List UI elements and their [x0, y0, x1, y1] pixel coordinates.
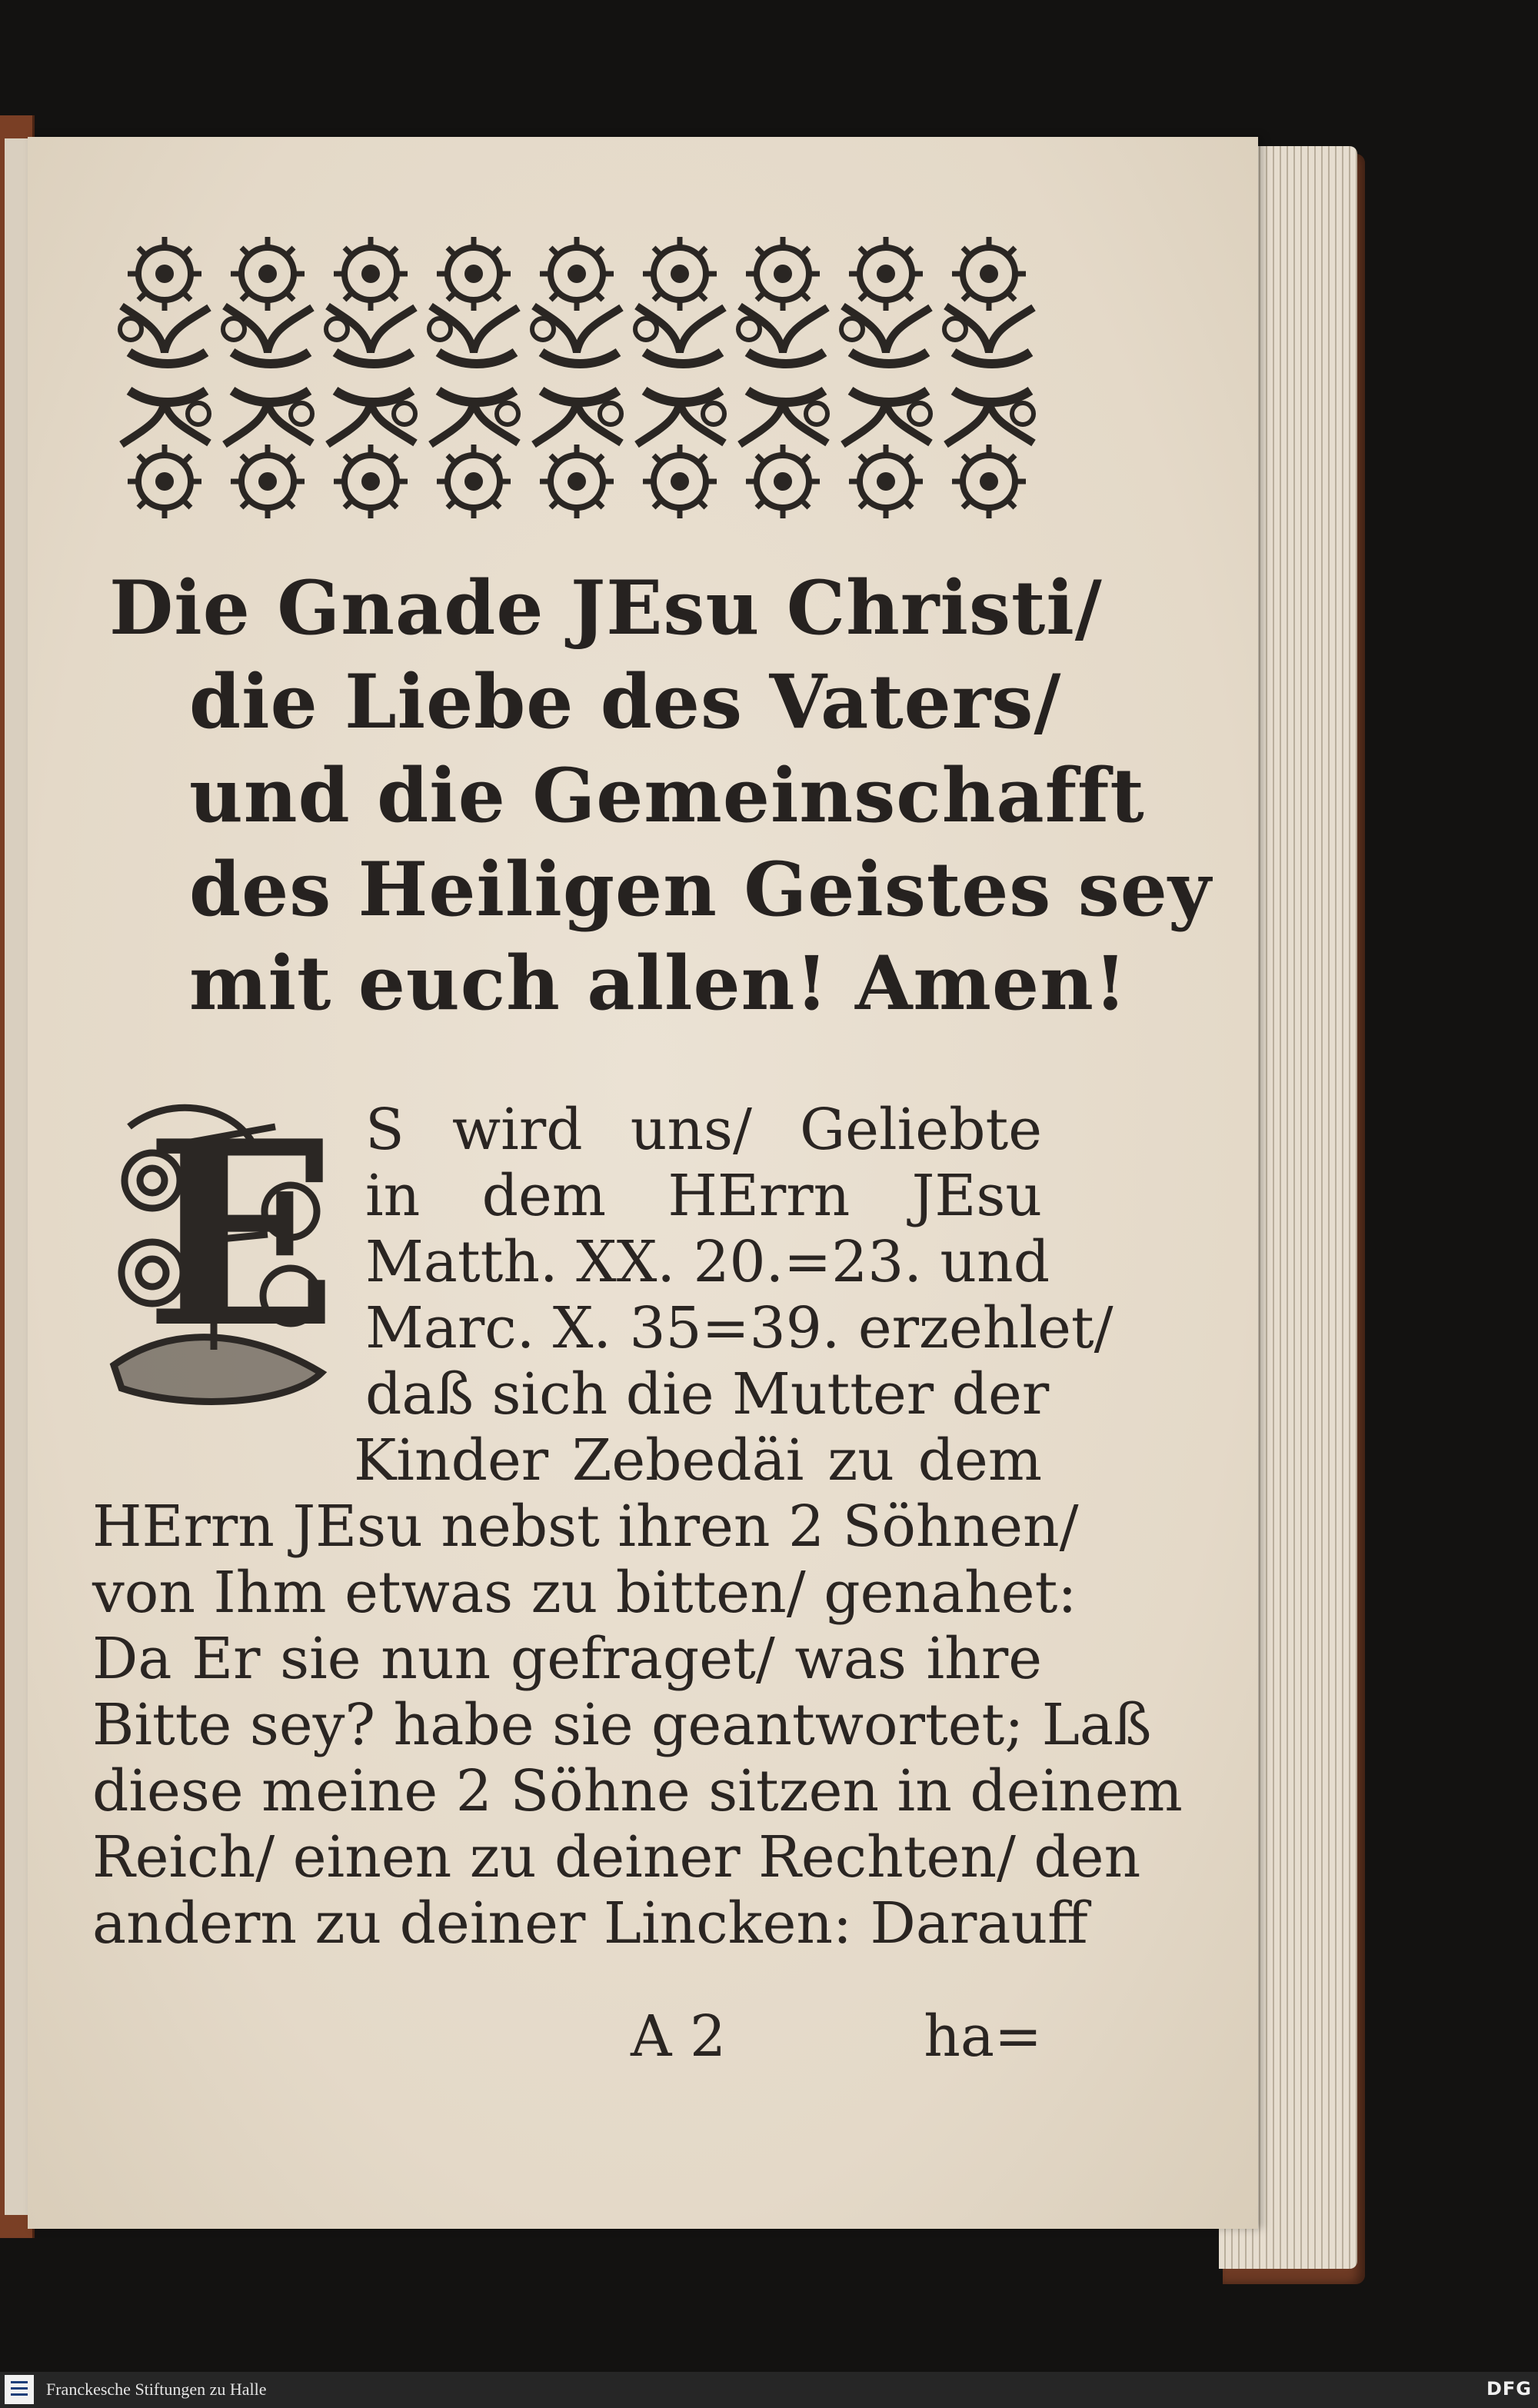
body-line: daß sich die Mutter der [365, 1361, 1050, 1427]
catchword: ha= [924, 2003, 1042, 2070]
body-line: Marc. X. 35=39. erzehlet/ [365, 1295, 1114, 1361]
body-line: Reich/ einen zu deiner Rechten/ den [92, 1824, 1141, 1890]
body-line: S wird uns/ Geliebte [365, 1097, 1042, 1163]
body-text [92, 1085, 1183, 2096]
heading-line: Die Gnade JEsu Christi/ [109, 565, 1103, 651]
heading-line: und die Gemeinschafft [189, 752, 1145, 839]
page-foot [92, 2003, 1042, 2070]
body-line: Kinder Zebedäi zu dem [354, 1427, 1042, 1494]
footer-bar [0, 2372, 1538, 2408]
decorated-initial [98, 1085, 364, 1419]
body-line: Matth. XX. 20.=23. und [365, 1229, 1050, 1295]
institution-name: Franckesche Stiftungen zu Halle [46, 2380, 267, 2399]
body-line: diese meine 2 Söhne sitzen in deinem [92, 1758, 1183, 1824]
body-line: von Ihm etwas zu bitten/ genahet: [92, 1560, 1077, 1626]
heading-line: die Liebe des Vaters/ [189, 658, 1062, 745]
body-line: Da Er sie nun gefraget/ was ihre [92, 1626, 1042, 1692]
body-line: andern zu deiner Lincken: Darauff [92, 1890, 1088, 1957]
heading-line: mit euch allen! Amen! [189, 940, 1128, 1027]
body-line: in dem HErrn JEsu [365, 1163, 1042, 1229]
blessing-heading [92, 561, 1212, 1031]
floral-ornament-band [114, 237, 1044, 523]
body-line: Bitte sey? habe sie geantwortet; Laß [92, 1692, 1152, 1758]
dfg-logo[interactable]: DFG [1486, 2378, 1532, 2400]
heading-line: des Heiligen Geistes sey [189, 846, 1212, 933]
body-line: HErrn JEsu nebst ihren 2 Söhnen/ [92, 1494, 1079, 1560]
signature-mark: A 2 [631, 2003, 727, 2070]
initial-letter: E [145, 1085, 338, 1384]
institution-logo-icon[interactable] [5, 2375, 34, 2404]
